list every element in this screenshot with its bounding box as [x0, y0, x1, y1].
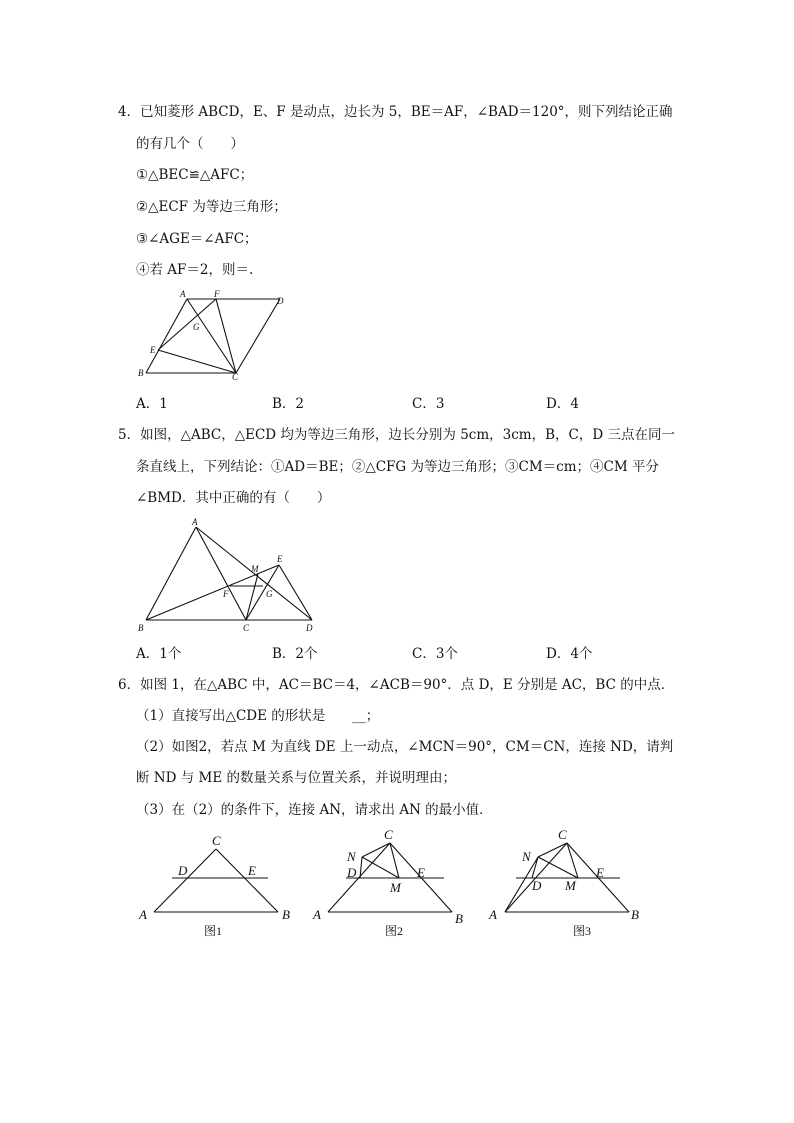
- q6-figure-3: [488, 827, 639, 938]
- q5-stem-line2: 条直线上，下列结论：①AD＝BE；②△CFG 为等边三角形；③CM＝cm；④CM 平分: [136, 459, 659, 475]
- q5-label-c: C: [243, 623, 250, 633]
- fig2-label-c: C: [384, 827, 393, 842]
- fig3-label-b: B: [631, 907, 639, 922]
- fig3-label-a: A: [489, 907, 497, 922]
- fig2-label-b: B: [455, 911, 463, 926]
- q6-stem-line1: 6．如图 1，在△ABC 中，AC＝BC＝4，∠ACB＝90°．点 D，E 分别是 AC，BC 的中点．: [118, 677, 675, 693]
- q4-item-1: ①△BEC≌△AFC；: [136, 167, 254, 183]
- q4-label-g: G: [193, 322, 200, 332]
- fig3-label-m: M: [565, 878, 576, 893]
- fig3-caption: 图3: [573, 924, 592, 938]
- fig1-label-c: C: [212, 833, 221, 848]
- fig2-caption: 图2: [385, 924, 404, 938]
- fig1-label-a: A: [139, 907, 147, 922]
- q4-option-b: B．2: [272, 396, 305, 412]
- q6-part-3: （3）在（2）的条件下，连接 AN，请求出 AN 的最小值．: [136, 802, 493, 818]
- fig2-label-e: E: [417, 865, 425, 880]
- q5-label-e: E: [277, 554, 283, 564]
- fig1-label-e: E: [248, 863, 256, 878]
- q5-stem-line1: 5．如图，△ABC，△ECD 均为等边三角形，边长分别为 5cm，3cm，B，C，D 三点在同一: [118, 427, 675, 443]
- q5-label-d: D: [306, 623, 313, 633]
- fig2-label-d: D: [347, 865, 357, 880]
- q5-option-c: C．3个: [412, 646, 458, 662]
- q4-item-4: ④若 AF＝2，则＝.: [136, 262, 254, 278]
- q4-option-d: D．4: [546, 396, 579, 412]
- fig1-caption: 图1: [204, 924, 223, 938]
- q5-option-d: D．4个: [546, 646, 593, 662]
- q5-label-a: A: [192, 517, 198, 527]
- q4-label-b: B: [138, 368, 144, 378]
- q4-item-2: ②△ECF 为等边三角形；: [136, 199, 287, 215]
- q6-part-2-line2: 断 ND 与 ME 的数量关系与位置关系，并说明理由；: [136, 770, 456, 786]
- fig3-label-c: C: [558, 827, 567, 842]
- q5-label-g: G: [266, 589, 273, 599]
- q4-label-d: D: [277, 296, 284, 306]
- q4-stem-line2: 的有几个（ ）: [136, 136, 244, 152]
- q4-option-c: C．3: [412, 396, 445, 412]
- q5-stem-line3: ∠BMD．其中正确的有（ ）: [136, 490, 331, 506]
- q5-option-a: A．1个: [136, 646, 182, 662]
- q5-option-b: B．2个: [272, 646, 318, 662]
- q6-part-1: （1）直接写出△CDE 的形状是 __；: [136, 708, 380, 724]
- fig3-label-n: N: [522, 849, 531, 864]
- q4-stem-line1: 4．已知菱形 ABCD，E、F 是动点，边长为 5，BE＝AF，∠BAD＝120°，则下列结论正确: [118, 104, 673, 120]
- q6-part-2-line1: （2）如图2，若点 M 为直线 DE 上一动点，∠MCN＝90°，CM＝CN，连接 ND，请判: [136, 739, 674, 755]
- q4-label-c: C: [232, 372, 239, 382]
- q6-figure-1: [138, 833, 290, 938]
- fig1-label-d: D: [178, 863, 188, 878]
- q4-item-3: ③∠AGE＝∠AFC；: [136, 231, 258, 247]
- q5-label-b: B: [138, 623, 144, 633]
- fig1-label-b: B: [282, 907, 290, 922]
- fig2-label-n: N: [347, 849, 356, 864]
- fig2-label-m: M: [390, 880, 401, 895]
- q6-figure-2: [312, 827, 463, 938]
- q5-label-m: M: [251, 564, 259, 574]
- fig3-label-d: D: [532, 878, 542, 893]
- q4-label-e: E: [150, 345, 156, 355]
- q5-label-f: F: [223, 589, 229, 599]
- fig3-label-e: E: [596, 865, 604, 880]
- fig2-label-a: A: [313, 907, 321, 922]
- q4-label-f: F: [214, 289, 220, 299]
- q4-option-a: A．1: [136, 396, 168, 412]
- q4-label-a: A: [180, 289, 186, 299]
